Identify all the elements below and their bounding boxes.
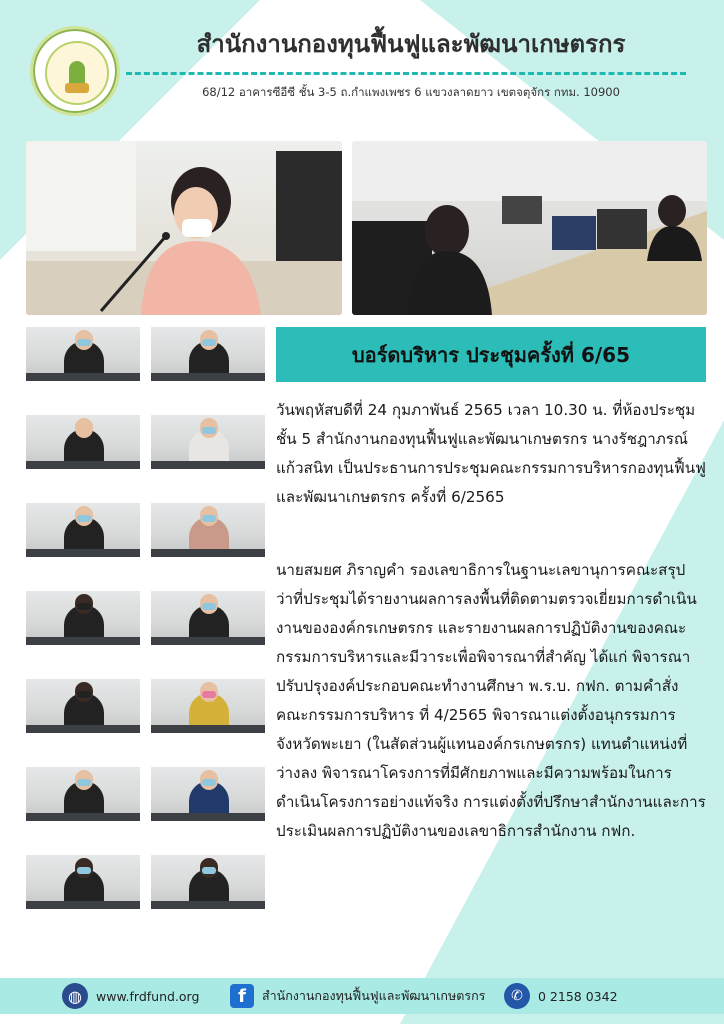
meeting-thumbnail	[26, 415, 140, 469]
meeting-thumbnail	[26, 591, 140, 645]
article-paragraph-2: นายสมยศ ภิราญคำ รองเลขาธิการในฐานะเลขานุการคณะสรุปว่าที่ประชุมได้รายงานผลการลงพื้นที่ติดตามตรวจเยี่ยมการดำเนินงานขององค์กรเกษตรกร และรายงานผลการปฏิบัติงานของคณะกรรมการบริหารและมีวาระเพื่อพิจารณาที่สำคัญ ได้แก่ พิจารณาปรับปรุงองค์ประกอบคณะทำงานศึกษา พ.ร.บ. กฟก. ตามคำสั่งคณะกรรมการบริหาร ที่ 4/2565 พิจารณาแต่งตั้งอนุกรรมการจังหวัดพะเยา (ในสัดส่วนผู้แทนองค์กรเกษตรกร) แทนตำแหน่งที่ว่างลง พิจารณาโครงการที่มีศักยภาพและมีความพร้อมในการดำเนินโครงการอย่างแท้จริง การแต่งตั้งที่ปรึกษาสำนักงานและการประเมินผลการปฏิบัติงานของเลขาธิการสำนักงาน กฟก.	[276, 561, 706, 840]
meeting-thumbnail	[151, 679, 265, 733]
footer-bar	[0, 978, 724, 1014]
frdfund-logo	[30, 26, 120, 116]
article-paragraph-1: วันพฤหัสบดีที่ 24 กุมภาพันธ์ 2565 เวลา 10.30 น. ที่ห้องประชุมชั้น 5 สำนักงานกองทุนฟื้นฟูและพัฒนาเกษตรกร นางรัชฎาภรณ์ แก้วสนิท เป็นประธานการประชุมคณะกรรมการบริหารกองทุนฟื้นฟูและพัฒนาเกษตรกร ครั้งที่ 6/2565	[276, 401, 706, 506]
meeting-thumbnail	[151, 327, 265, 381]
meeting-thumbnail	[151, 415, 265, 469]
meeting-thumbnail	[26, 327, 140, 381]
website-link[interactable]: www.frdfund.org	[96, 988, 200, 1004]
meeting-thumbnail	[26, 503, 140, 557]
meeting-thumbnail	[151, 503, 265, 557]
meeting-thumbnail	[151, 855, 265, 909]
globe-icon: ◍	[62, 983, 88, 1009]
meeting-thumbnail	[151, 767, 265, 821]
organization-title: สำนักงานกองทุนฟื้นฟูและพัฒนาเกษตรกร	[196, 30, 626, 58]
meeting-thumbnail	[151, 591, 265, 645]
footer-website[interactable]	[62, 983, 199, 1009]
facebook-icon: f	[230, 984, 254, 1008]
header-divider	[126, 72, 686, 75]
article-title: บอร์ดบริหาร ประชุมครั้งที่ 6/65	[351, 342, 631, 367]
organization-address: 68/12 อาคารซีอีซี ชั้น 3-5 ถ.กำแพงเพชร 6 แขวงลาดยาว เขตจตุจักร กทม. 10900	[202, 85, 620, 99]
phone-number[interactable]: 0 2158 0342	[538, 988, 618, 1004]
meeting-thumbnail	[26, 679, 140, 733]
footer-facebook[interactable]	[230, 984, 485, 1008]
meeting-thumbnail	[26, 767, 140, 821]
footer-phone[interactable]	[504, 983, 618, 1009]
facebook-page-link[interactable]: สำนักงานกองทุนฟื้นฟูและพัฒนาเกษตรกร	[262, 988, 486, 1003]
photo-meeting-room	[352, 141, 707, 315]
phone-icon: ✆	[504, 983, 530, 1009]
photo-chairperson	[26, 141, 342, 315]
article-title-banner	[276, 327, 706, 382]
meeting-thumbnail	[26, 855, 140, 909]
